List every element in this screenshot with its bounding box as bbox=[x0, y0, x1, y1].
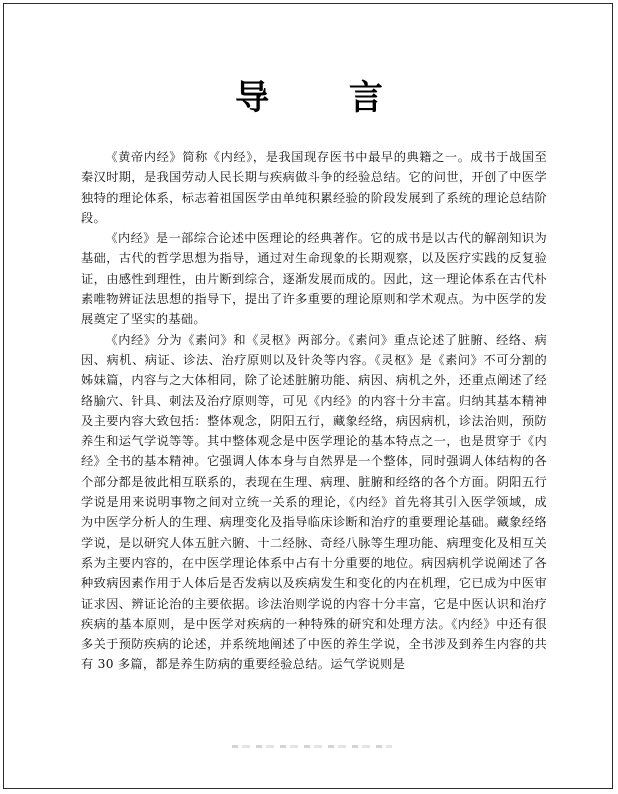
scan-artifact bbox=[232, 745, 392, 748]
paragraph-3: 《内经》分为《素问》和《灵枢》两部分。《素问》重点论述了脏腑、经络、病因、病机、病证、诊法、治疗原则以及针灸等内容。《灵枢》是《素问》不可分割的姊妹篇，内容与之大体相同，除了论述脏腑功能、病因、病机之外，还重点阐述了经络腧穴、针具、刺法及治疗原则等，可见《内经》的内容十分丰富。归纳其基本精神及主要内容大致包括：整体观念，阴阳五行，藏象经络，病因病机，诊法治则，预防养生和运气学说等等。其中整体观念是中医学理论的基本特点之一，也是贯穿于《内经》全书的基本精神。它强调人体本身与自然界是一个整体，同时强调人体结构的各个部分都是彼此相互联系的，表现在生理、病理、脏腑和经络的各个方面。阴阳五行学说是用来说明事物之间对立统一关系的理论，《内经》首先将其引入医学领域，成为中医学分析人的生理、病理变化及指导临床诊断和治疗的重要理论基础。藏象经络学说，是以研究人体五脏六腑、十二经脉、奇经八脉等生理功能、病理变化及相互关系为主要内容的，在中医学理论体系中占有十分重要的地位。病因病机学说阐述了各种致病因素作用于人体后是否发病以及疾病发生和变化的内在机理，它已成为中医审证求因、辨证论治的主要依据。诊法治则学说的内容十分丰富，它是中医认识和治疗疾病的基本原则，是中医学对疾病的一种特殊的研究和处理方法。《内经》中还有很多关于预防疾病的论述，并系统地阐述了中医的养生学说，全书涉及到养生内容的共有 30 多篇，都是养生防病的重要经验总结。运气学说则是 bbox=[81, 332, 547, 672]
paragraph-1: 《黄帝内经》简称《内经》，是我国现存医书中最早的典籍之一。成书于战国至秦汉时期，是我国劳动人民长期与疾病做斗争的经验总结。它的问世，开创了中医学独特的理论体系，标志着祖国医学由单纯积累经验的阶段发展到了系统的理论总结阶段。 bbox=[81, 150, 547, 225]
paragraph-2: 《内经》是一部综合论述中医理论的经典著作。它的成书是以古代的解剖知识为基础，古代的哲学思想为指导，通过对生命现象的长期观察，以及医疗实践的反复验证，由感性到理性，由片断到综合，逐渐发展而成的。因此，这一理论体系在古代朴素唯物辨证法思想的指导下，提出了许多重要的理论原则和学术观点。为中医学的发展奠定了坚实的基础。 bbox=[81, 231, 547, 327]
body-text bbox=[81, 147, 547, 675]
page-title: 导 言 bbox=[235, 78, 417, 118]
